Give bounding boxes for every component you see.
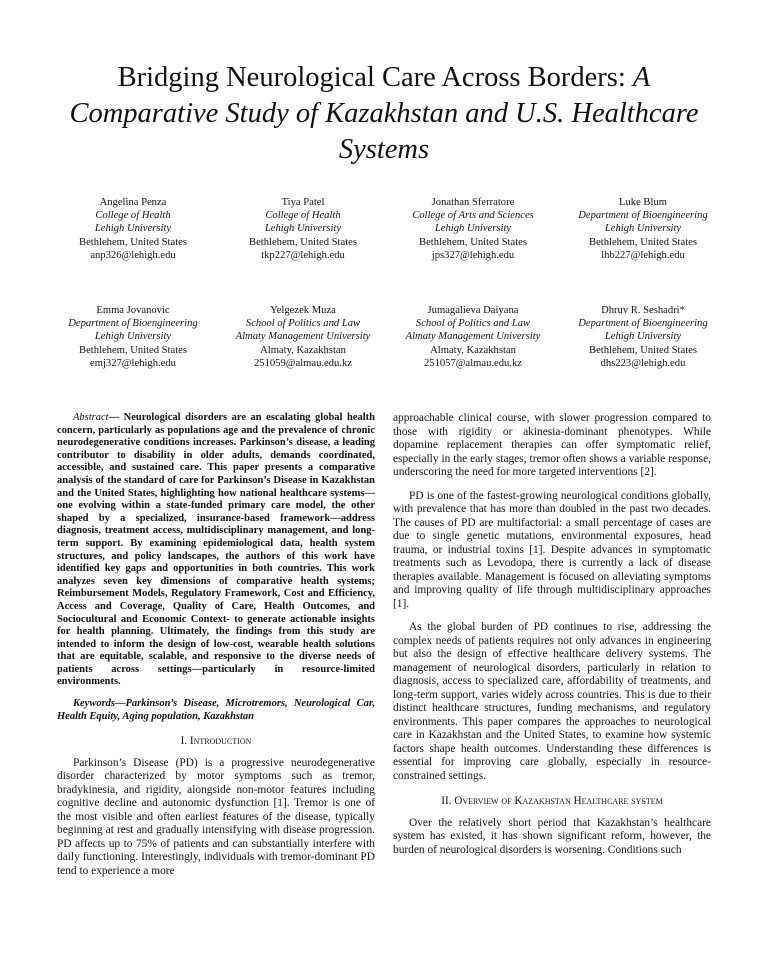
author-email[interactable]: 251059@almau.edu.kz (253, 357, 352, 369)
author-email[interactable]: 251057@almau.edu.kz (423, 357, 522, 369)
author-name: Emma Jovanovic (96, 305, 170, 316)
author-location: Bethlehem, United States (79, 344, 187, 356)
author-institution: Lehigh University (434, 223, 512, 235)
author-department: College of Arts and Sciences (412, 210, 534, 222)
author-institution: Almaty Management University (235, 331, 371, 343)
author-email[interactable]: emj327@lehigh.edu (90, 357, 176, 369)
author-block (558, 304, 728, 370)
author-institution: Lehigh University (264, 223, 342, 235)
author-department: School of Politics and Law (245, 318, 361, 330)
intro-paragraph-2: PD is one of the fastest-growing neurological conditions globally, with prevalence that has more than doubled in the past two decades. The causes of PD are multifactorial: a small percentage of cases are due to single genetic mutations, environmental exposures, head trauma, or industrial toxins [1]. Despite advances in symptomatic treatments such as Levodopa, there is currently a lack of disease therapies available. Management is focused on alleviating symptoms and improving quality of life through multidisciplinary approaches [1]. (393, 489, 711, 610)
intro-paragraph-1-continued: approachable clinical course, with slower progression compared to those with rigidity or akinesia-dominant phenotypes. While dopamine replacement therapies can offer symptomatic relief, especially in the early stages, tremor often shows a variable response, underscoring the need for more targeted interventions [2]. (393, 412, 711, 478)
author-block (558, 196, 728, 262)
title-main: Bridging Neurological Care Across Borders: (117, 62, 633, 93)
author-block (388, 304, 558, 370)
author-location: Bethlehem, United States (419, 236, 527, 248)
author-department: College of Health (95, 210, 171, 222)
section-heading-introduction: I. Introduction (180, 735, 252, 748)
author-location: Bethlehem, United States (589, 236, 697, 248)
author-name: Tiya Patel (281, 197, 325, 208)
author-name: Jonathan Sferratore (431, 197, 515, 208)
author-location: Almaty, Kazakhstan (430, 344, 516, 356)
abstract-text: — Neurological disorders are an escalating global health concern, particularly as populations age and the prevalence of chronic neurodegenerative conditions increases. Parkinson’s disease, a leading contributor to disability in older adults, demands coordinated, accessible, and sustained care. This paper presents a comparative analysis of the standard of care for Parkinson’s Disease in Kazakhstan and the United States, highlighting how national healthcare systems—one evolving within a state-funded primary care model, the other shaped by a specialized, insurance-based framework—address diagnosis, treatment access, multidisciplinary management, and long-term support. By examining epidemiological data, health system structures, and policy landscapes, the authors of this work have identified key gaps and opportunities in both countries. This work analyzes seven key dimensions of comparative health systems; Reimbursement Models, Regulatory Framework, Cost and Efficiency, Access and Coverage, Quality of Care, Health Outcomes, and Sociocultural and Economic Context- to generate actionable insights for health planning. Ultimately, the findings from this study are intended to inform the design of low-cost, wearable health solutions that are equitable, scalable, and responsive to the diverse needs of patients across settings—particularly in resource-limited environments. (57, 412, 375, 688)
author-institution: Lehigh University (94, 331, 172, 343)
intro-paragraph-3: As the global burden of PD continues to rise, addressing the complex needs of patients requires not only advances in engineering but also the design of effective healthcare delivery systems. The management of neurological disorders, particularly in relation to diagnosis, access to specialized care, affordability of treatments, and long-term support, varies widely across countries. This is due to their distinct healthcare structures, funding mechanisms, and regulatory environments. This paper compares the approaches to neurological care in Kazakhstan and the United States, to examine how systemic factors shape health outcomes. Understanding these differences is essential for improving care globally, especially in resource-constrained settings. (393, 621, 711, 782)
author-row-1 (48, 196, 728, 262)
author-block (218, 196, 388, 262)
overview-paragraph-1: Over the relatively short period that Kazakhstan’s healthcare system has existed, it has shown significant reform, however, the burden of neurological disorders is worsening. Conditions such (393, 816, 711, 856)
title-italic: A Comparative Study of Kazakhstan and U.S. Healthcare Systems (69, 62, 699, 165)
author-email[interactable]: tkp227@lehigh.edu (261, 249, 345, 261)
left-column (57, 412, 375, 878)
intro-paragraph-1: Parkinson’s Disease (PD) is a progressive neurodegenerative disorder characterized by motor symptoms such as tremor, bradykinesia, and rigidity, alongside non-motor features including cognitive decline and autonomic dysfunction [1]. Tremor is one of the most visible and often earliest features of the disease, typically beginning at rest and gradually intensifying with disease progression. PD affects up to 75% of patients and can substantially interfere with daily functioning. Interestingly, individuals with tremor-dominant PD tend to experience a more (57, 756, 375, 877)
author-institution: Almaty Management University (405, 331, 541, 343)
author-location: Bethlehem, United States (589, 344, 697, 356)
abstract-label: Abstract (73, 412, 109, 423)
paper-title (60, 60, 708, 168)
author-department: College of Health (265, 210, 341, 222)
author-department: Department of Bioengineering (578, 210, 708, 222)
author-department: School of Politics and Law (415, 318, 531, 330)
abstract (57, 412, 375, 689)
author-email[interactable]: dhs223@lehigh.edu (600, 357, 686, 369)
keywords: Keywords—Parkinson’s Disease, Microtremors, Neurological Car, Health Equity, Aging population, Kazakhstan (57, 698, 375, 722)
author-block (48, 196, 218, 262)
author-location: Bethlehem, United States (249, 236, 357, 248)
author-block (218, 304, 388, 370)
author-location: Almaty, Kazakhstan (260, 344, 346, 356)
section-heading-overview: II. Overview of Kazakhstan Healthcare system (441, 795, 663, 807)
author-block (388, 196, 558, 262)
author-institution: Lehigh University (604, 331, 682, 343)
author-department: Department of Bioengineering (578, 318, 708, 330)
author-name: Dhruv R. Seshadri* (601, 305, 685, 316)
right-column (393, 412, 711, 857)
author-block (48, 304, 218, 370)
author-name: Yelgezek Muza (270, 305, 336, 316)
author-email[interactable]: jps327@lehigh.edu (431, 249, 515, 261)
author-email[interactable]: lhb227@lehigh.edu (601, 249, 685, 261)
author-department: Department of Bioengineering (68, 318, 198, 330)
author-name: Jumagalieva Daiyana (427, 305, 519, 316)
author-row-2 (48, 304, 728, 370)
author-name: Angelina Penza (99, 197, 167, 208)
author-location: Bethlehem, United States (79, 236, 187, 248)
author-institution: Lehigh University (604, 223, 682, 235)
author-name: Luke Blum (619, 197, 667, 208)
author-email[interactable]: anp326@lehigh.edu (90, 249, 176, 261)
author-institution: Lehigh University (94, 223, 172, 235)
